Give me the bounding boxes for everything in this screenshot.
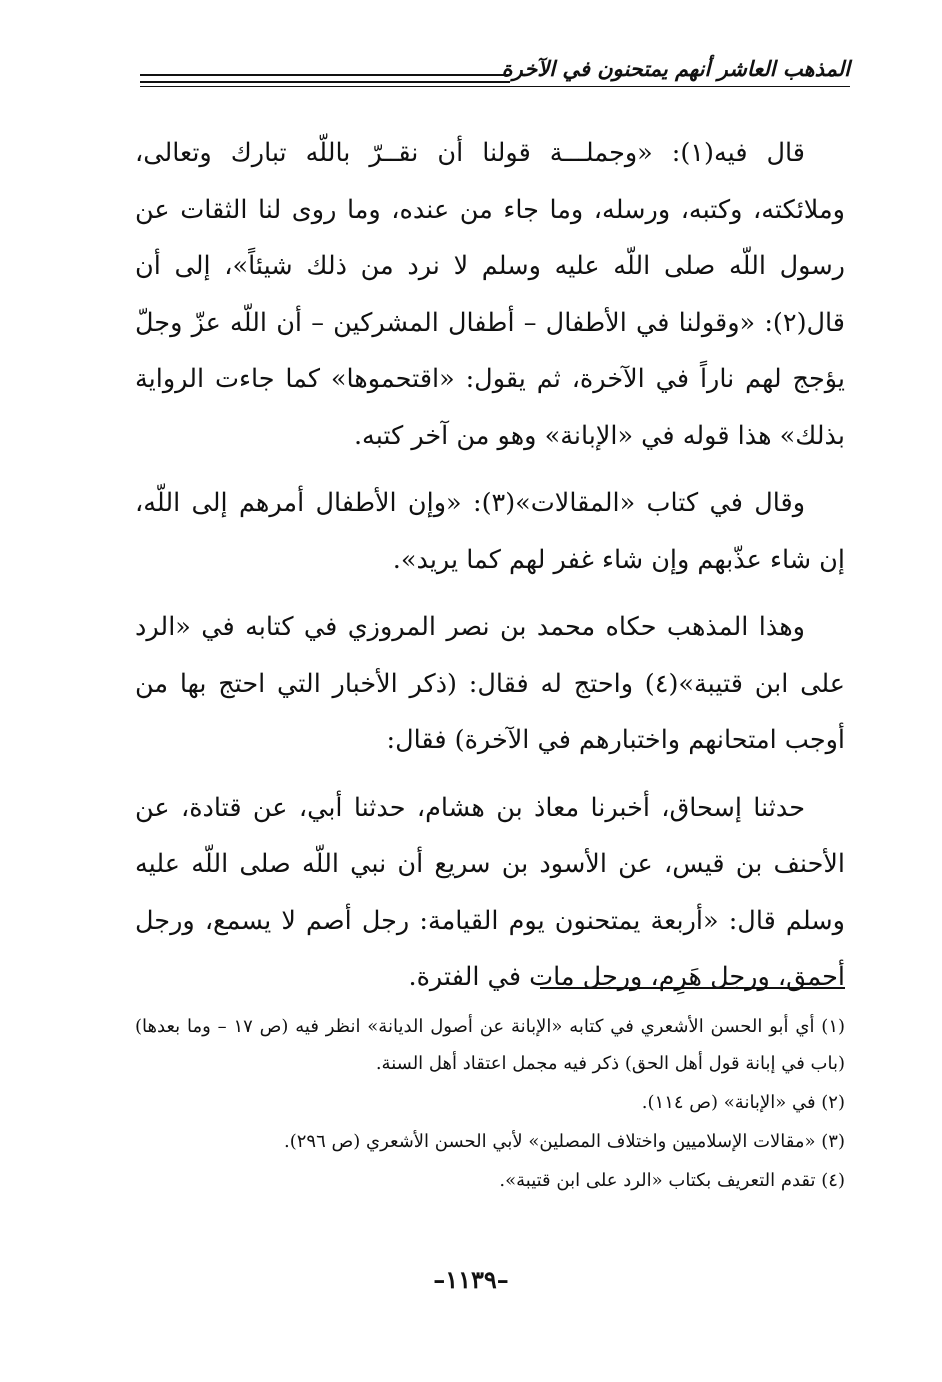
main-text xyxy=(135,125,845,1017)
paragraph: حدثنا إسحاق، أخبرنا معاذ بن هشام، حدثنا أبي، عن قتادة، عن الأحنف بن قيس، عن الأسود بن سريع أن نبي اللّه صلى اللّه عليه وسلم قال: «أربعة يمتحنون يوم القيامة: رجل أصم لا يسمع، ورجل أحمق، ورجل هَرِم، ورجل مات في الفترة. xyxy=(135,792,845,992)
paragraph: وهذا المذهب حكاه محمد بن نصر المروزي في كتابه في «الرد على ابن قتيبة»(٤) واحتج له فقال: (ذكر الأخبار التي احتج بها من أوجب امتحانهم واختبارهم في الآخرة) فقال: xyxy=(135,612,845,755)
header-rule xyxy=(140,74,510,76)
footnote: (٣) «مقالات الإسلاميين واختلاف المصلين» لأبي الحسن الأشعري (ص ٢٩٦). xyxy=(284,1131,845,1152)
footnote: (١) أي أبو الحسن الأشعري في كتابه «الإبانة عن أصول الديانة» انظر فيه (ص ١٧ – وما بعدها) (باب في إبانة قول أهل الحق) ذكر فيه مجمل اعتقاد أهل السنة. xyxy=(135,1016,846,1074)
page-number: –١١٣٩– xyxy=(433,1265,509,1294)
footnote: (٤) تقدم التعريف بكتاب «الرد على ابن قتيبة». xyxy=(499,1170,845,1191)
running-header xyxy=(140,50,850,90)
footnote-separator xyxy=(540,987,845,989)
paragraph: وقال في كتاب «المقالات»(٣): «وإن الأطفال أمرهم إلى اللّه، إن شاء عذّبهم وإن شاء غفر لهم كما يريد». xyxy=(135,488,845,575)
running-title: المذهب العاشر أنهم يمتحنون في الآخرة xyxy=(501,56,850,81)
footnote: (٢) في «الإبانة» (ص ١١٤). xyxy=(641,1092,845,1113)
header-rule xyxy=(140,86,850,87)
header-rule xyxy=(140,81,510,83)
footnotes xyxy=(135,1008,845,1201)
paragraph: قال فيه(١): «وجملـــة قولنا أن نقــرّ باللّه تبارك وتعالى، وملائكته، وكتبه، ورسله، وما جاء من عنده، وما روى لنا الثقات عن رسول اللّه صلى اللّه عليه وسلم لا نرد من ذلك شيئاً»، إلى أن قال(٢): «وقولنا في الأطفال – أطفال المشركين – أن اللّه عزّ وجلّ يؤجج لهم ناراً في الآخرة، ثم يقول: «اقتحموها» كما جاءت الرواية بذلك» هذا قوله في «الإبانة» وهو من آخر كتبه. xyxy=(135,138,845,451)
